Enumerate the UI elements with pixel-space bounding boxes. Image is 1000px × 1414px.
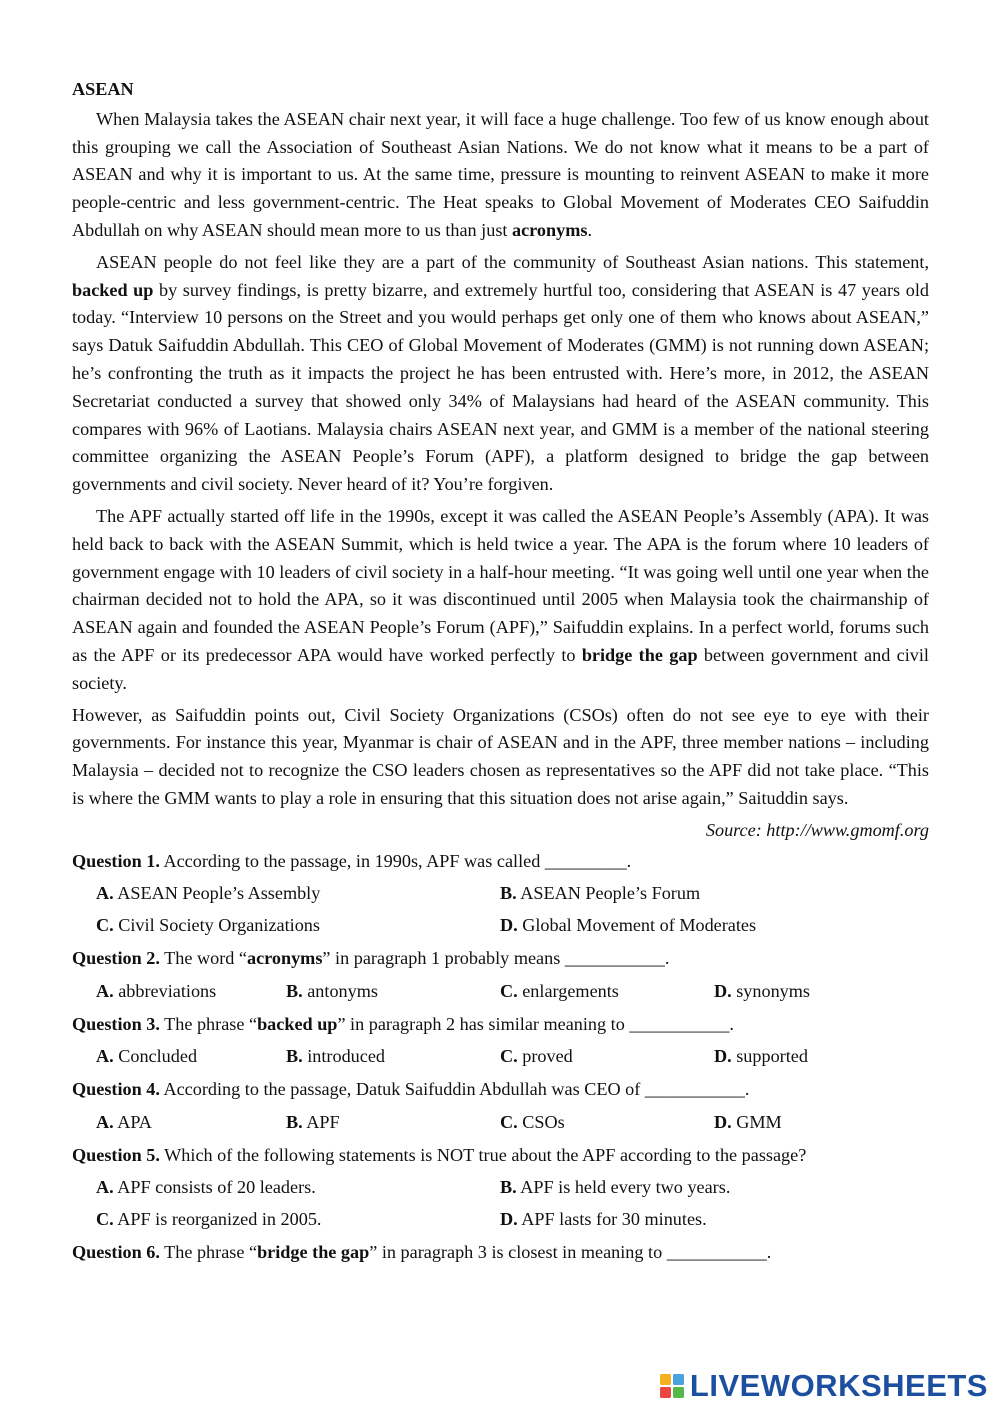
question-5-options <box>72 1172 929 1236</box>
keyword-bridge-the-gap: bridge the gap <box>581 644 698 665</box>
liveworksheets-logo-icon <box>660 1372 686 1400</box>
question-3-options <box>72 1041 929 1073</box>
option-a[interactable]: A. APA <box>96 1111 152 1132</box>
question-number: Question 4. <box>72 1079 160 1100</box>
question-4-options <box>72 1107 929 1139</box>
keyword-backed-up: backed up <box>72 279 154 300</box>
keyword-acronyms: acronyms <box>512 219 588 240</box>
question-number: Question 2. <box>72 947 160 968</box>
paragraph-4: However, as Saifuddin points out, Civil Society Organizations (CSOs) often do not see eye to eye with their governments. For instance this year, Myanmar is chair of ASEAN and in the APF, three member nations – including Malaysia – decided not to recognize the CSO leaders chosen as representatives so the APF did not take place. “This is where the GMM wants to play a role in ensuring that this situation does not arise again,” Saituddin says. <box>72 704 929 808</box>
question-5: Question 5. Which of the following statements is NOT true about the APF according to the passage? <box>72 1144 807 1165</box>
question-2-options <box>72 976 929 1008</box>
option-d[interactable]: D. APF lasts for 30 minutes. <box>500 1209 707 1230</box>
option-a[interactable]: A. APF consists of 20 leaders. <box>96 1177 316 1198</box>
option-c[interactable]: C. Civil Society Organizations <box>96 915 320 936</box>
question-number: Question 6. <box>72 1242 160 1263</box>
option-b[interactable]: B. introduced <box>286 1046 386 1067</box>
option-c[interactable]: C. proved <box>500 1046 573 1067</box>
question-2: Question 2. The word “acronyms” in paragraph 1 probably means ___________. <box>72 947 670 968</box>
question-3: Question 3. The phrase “backed up” in paragraph 2 has similar meaning to ___________. <box>72 1013 734 1034</box>
option-a[interactable]: A. abbreviations <box>96 980 217 1001</box>
option-d[interactable]: D. supported <box>714 1046 808 1067</box>
source-citation: Source: http://www.gmomf.org <box>705 819 929 840</box>
option-d[interactable]: D. Global Movement of Moderates <box>500 915 757 936</box>
option-b[interactable]: B. antonyms <box>286 980 378 1001</box>
brand-text: LIVEWORKSHEETS <box>689 1368 988 1403</box>
option-b[interactable]: B. ASEAN People’s Forum <box>500 883 701 904</box>
option-d[interactable]: D. synonyms <box>714 980 811 1001</box>
question-number: Question 5. <box>72 1144 160 1165</box>
paragraph-3: The APF actually started off life in the 1990s, except it was called the ASEAN People’s Assembly (APA). It was held back to back with the ASEAN Summit, which is held twice a year. The APA is the forum where 10 leaders of government engage with 10 leaders of civil society in a half-hour meeting. “It was going well until one year when the chairman decided not to hold the APA, so it was discontinued until 2005 when Malaysia took the chairmanship of ASEAN again and founded the ASEAN People’s Forum (APF),” Saifuddin explains. In a perfect world, forums such as the APF or its predecessor APA would have worked perfectly to bridge the gap between government and civil society. <box>72 505 929 693</box>
paragraph-2: ASEAN people do not feel like they are a part of the community of Southeast Asian nations. This statement, backed up by survey findings, is pretty bizarre, and extremely hurtful too, considering that ASEAN is 47 years old today. “Interview 10 persons on the Street and you would perhaps get only one of them who knows about ASEAN,” says Datuk Saifuddin Abdullah. This CEO of Global Movement of Moderates (GMM) is not running down ASEAN; he’s confronting the truth as it impacts the project he has been entrusted with. Here’s more, in 2012, the ASEAN Secretariat conducted a survey that showed only 34% of Malaysians had heard of the ASEAN community. This compares with 96% of Laotians. Malaysia chairs ASEAN next year, and GMM is a member of the national steering committee organizing the ASEAN People’s Forum (APF), a platform designed to bridge the gap between governments and civil society. Never heard of it? You’re forgiven. <box>72 251 929 495</box>
option-a[interactable]: A. ASEAN People’s Assembly <box>96 883 321 904</box>
worksheet-page <box>72 76 929 1270</box>
question-number: Question 1. <box>72 850 160 871</box>
option-d[interactable]: D. GMM <box>714 1111 782 1132</box>
page-title: ASEAN <box>72 79 134 99</box>
question-number: Question 3. <box>72 1013 160 1034</box>
question-1: Question 1. According to the passage, in 1990s, APF was called _________. <box>72 850 632 871</box>
question-4: Question 4. According to the passage, Datuk Saifuddin Abdullah was CEO of ___________. <box>72 1079 750 1100</box>
question-6: Question 6. The phrase “bridge the gap” in paragraph 3 is closest in meaning to ___________. <box>72 1242 772 1263</box>
option-c[interactable]: C. enlargements <box>500 980 619 1001</box>
paragraph-1: When Malaysia takes the ASEAN chair next year, it will face a huge challenge. Too few of us know enough about this grouping we call the Association of Southeast Asian Nations. We do not know what it means to be a part of ASEAN and why it is important to us. At the same time, pressure is mounting to reinvent ASEAN to make it more people-centric and less government-centric. The Heat speaks to Global Movement of Moderates CEO Saifuddin Abdullah on why ASEAN should mean more to us than just acronyms. <box>72 108 929 240</box>
option-c[interactable]: C. CSOs <box>500 1111 565 1132</box>
option-b[interactable]: B. APF <box>286 1111 340 1132</box>
option-b[interactable]: B. APF is held every two years. <box>500 1177 731 1198</box>
option-c[interactable]: C. APF is reorganized in 2005. <box>96 1209 322 1230</box>
liveworksheets-brand[interactable] <box>660 1368 988 1404</box>
question-1-options <box>72 878 929 942</box>
option-a[interactable]: A. Concluded <box>96 1046 198 1067</box>
